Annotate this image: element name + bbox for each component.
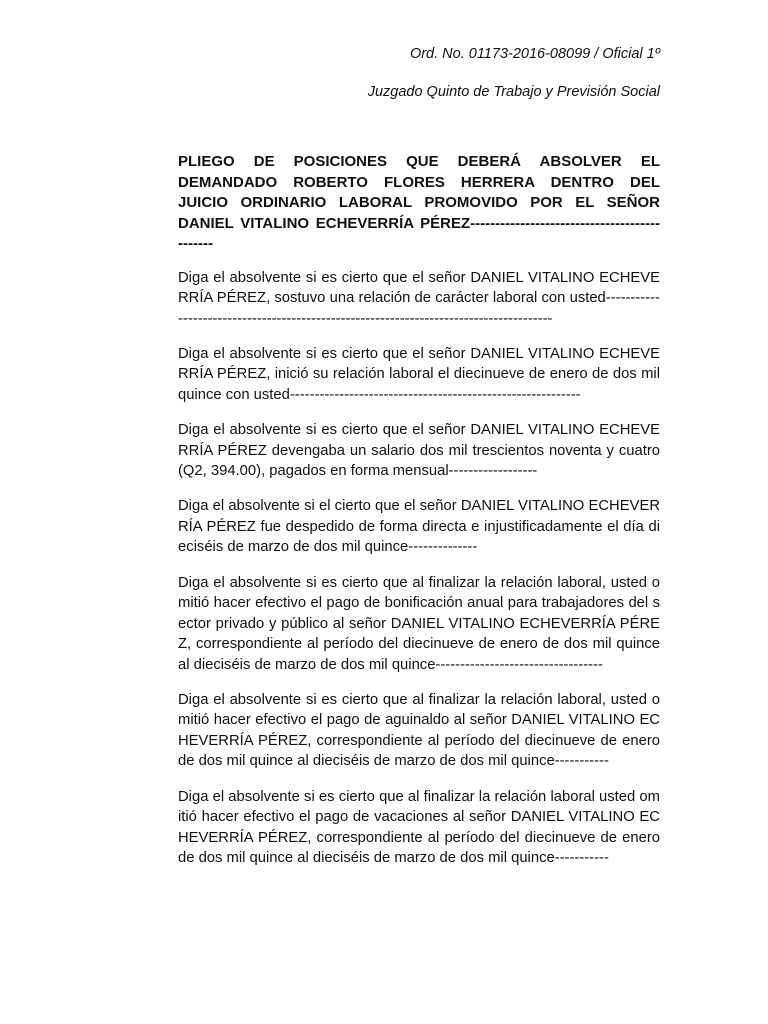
document-page — [178, 0, 660, 884]
document-header — [178, 44, 660, 102]
position-paragraph-5: Diga el absolvente si es cierto que al finalizar la relación laboral, usted omitió hacer efectivo el pago de bonificación anual para trabajadores del sector privado y público al señor DANIEL VITALINO ECHEVERRÍA PÉREZ, correspondiente al período del diecinueve de enero de dos mil quince al dieciséis de marzo de dos mil quince---------------------------------- — [178, 574, 660, 673]
position-paragraph-7: Diga el absolvente si es cierto que al finalizar la relación laboral usted omitió hacer efectivo el pago de vacaciones al señor DANIEL VITALINO ECHEVERRÍA PÉREZ, correspondiente al período del diecinueve de enero de dos mil quince al dieciséis de marzo de dos mil quince----------- — [178, 788, 660, 867]
position-paragraph-3: Diga el absolvente si es cierto que el señor DANIEL VITALINO ECHEVERRÍA PÉREZ devengaba un salario dos mil trescientos noventa y cuatro (Q2, 394.00), pagados en forma mensual------------------ — [178, 422, 660, 480]
court-name: Juzgado Quinto de Trabajo y Previsión Social — [367, 84, 660, 100]
position-paragraph-6: Diga el absolvente si es cierto que al finalizar la relación laboral, usted omitió hacer efectivo el pago de aguinaldo al señor DANIEL VITALINO ECHEVERRÍA PÉREZ, correspondiente al período del diecinueve de enero de dos mil quince al dieciséis de marzo de dos mil quince----------- — [178, 691, 660, 770]
document-title: PLIEGO DE POSICIONES QUE DEBERÁ ABSOLVER EL DEMANDADO ROBERTO FLORES HERRERA DENTRO DEL JUICIO ORDINARIO LABORAL PROMOVIDO POR EL SEÑOR DANIEL VITALINO ECHEVERRÍA PÉREZ--------------------------------------------- — [178, 153, 660, 252]
positions-list — [178, 268, 660, 869]
position-paragraph-4: Diga el absolvente si el cierto que el señor DANIEL VITALINO ECHEVERRÍA PÉREZ fue despedido de forma directa e injustificadamente el día dieciséis de marzo de dos mil quince-------------- — [178, 498, 660, 556]
position-paragraph-1: Diga el absolvente si es cierto que el señor DANIEL VITALINO ECHEVERRÍA PÉREZ, sostuvo una relación de carácter laboral con usted--------------------------------------------------------------------------------------- — [178, 269, 660, 327]
case-number: Ord. No. 01173-2016-08099 / Oficial 1º — [409, 46, 660, 62]
position-paragraph-2: Diga el absolvente si es cierto que el señor DANIEL VITALINO ECHEVERRÍA PÉREZ, inició su relación laboral el diecinueve de enero de dos mil quince con usted----------------------------------------------------------- — [178, 345, 660, 403]
